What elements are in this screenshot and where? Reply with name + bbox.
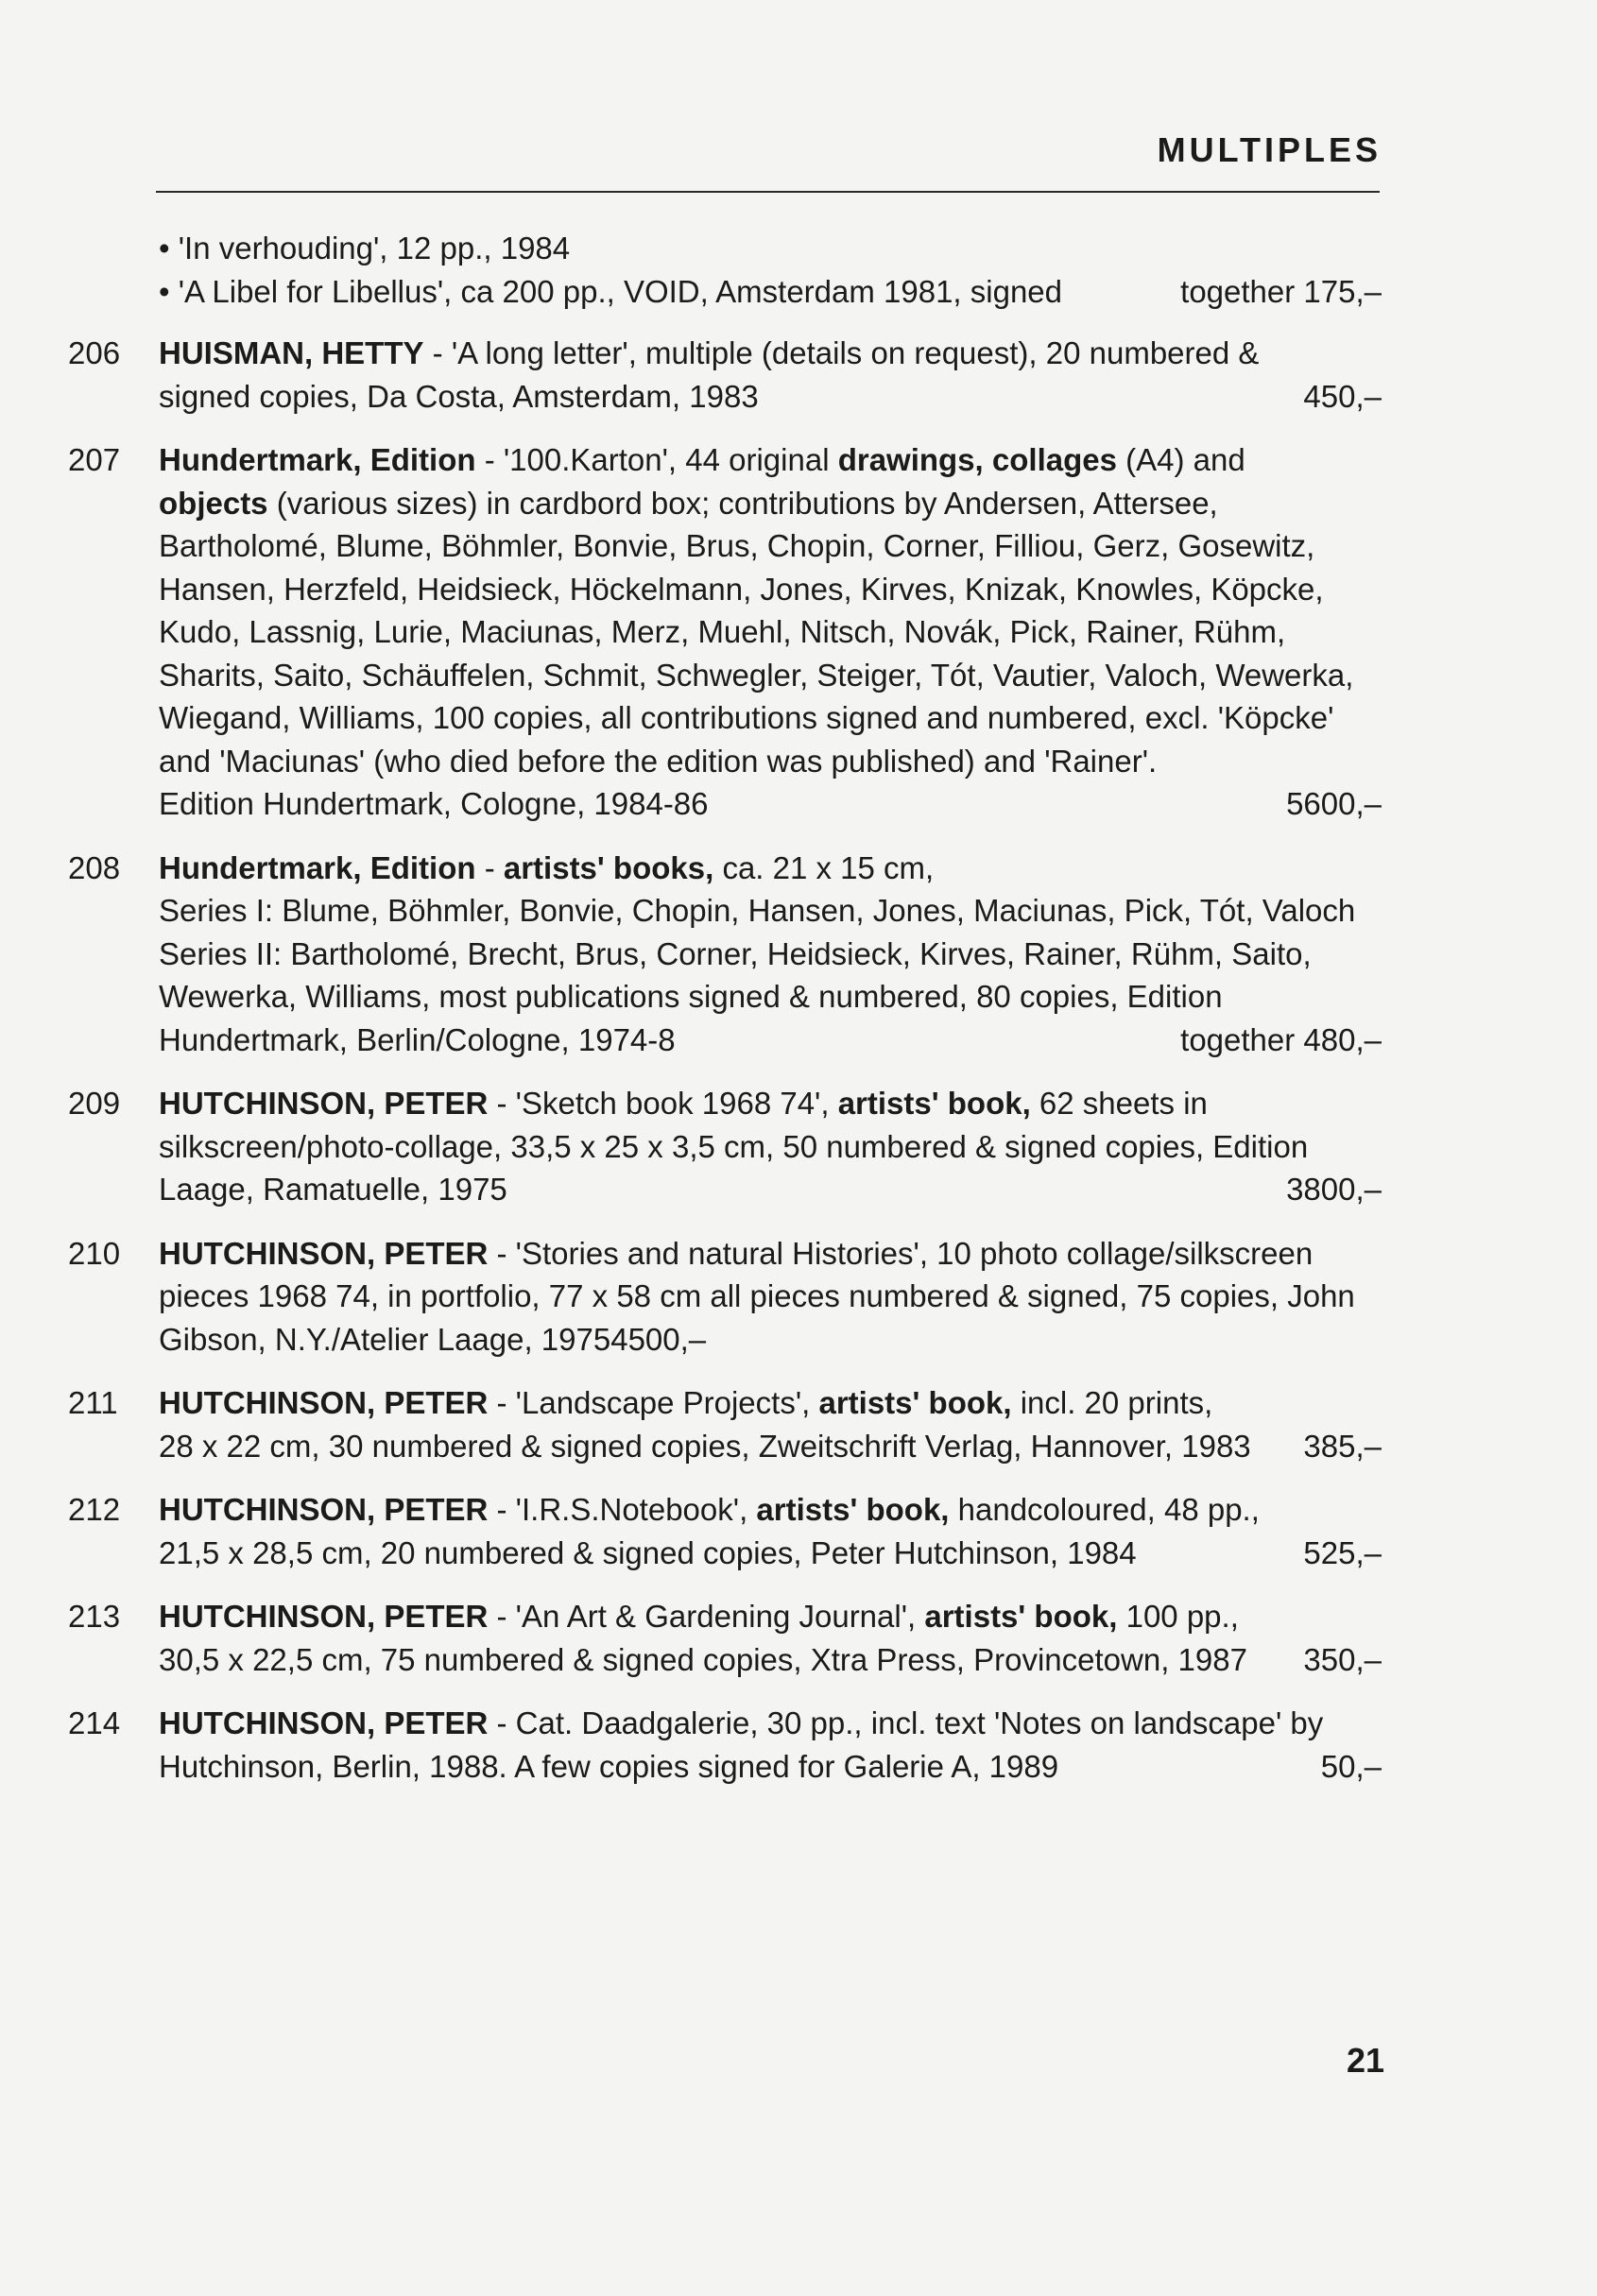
- catalogue-entry: [68, 847, 1382, 1062]
- entry-number: 213: [68, 1599, 121, 1634]
- entry-line: [159, 482, 1382, 525]
- catalogue-entry: [68, 1381, 1382, 1467]
- catalogue-entry: [68, 1488, 1382, 1574]
- entry-artist: Hundertmark, Edition: [159, 849, 476, 885]
- entry-text: - 'I.R.S.Notebook',: [488, 1492, 757, 1527]
- entry-line: Wewerka, Williams, most publications signed & numbered, 80 copies, Edition: [159, 979, 1223, 1014]
- entry-text: signed copies, Da Costa, Amsterdam, 1983: [159, 378, 759, 414]
- entry-price: 5600,–: [1286, 786, 1382, 821]
- entry-text: 30,5 x 22,5 cm, 75 numbered & signed copies, Xtra Press, Provincetown, 1987: [159, 1641, 1247, 1677]
- entry-description: [159, 438, 1382, 826]
- entry-price-row: [159, 1638, 1382, 1682]
- entry-text: - 'A long letter', multiple (details on request), 20 numbered &: [423, 335, 1260, 370]
- entry-line: Gibson, N.Y./Atelier Laage, 19754500,–: [159, 1321, 707, 1357]
- entry-text: handcoloured, 48 pp.,: [949, 1492, 1260, 1527]
- entry-medium: artists' book,: [837, 1086, 1031, 1121]
- entry-medium: artists' book,: [924, 1599, 1118, 1634]
- entry-text: Laage, Ramatuelle, 1975: [159, 1172, 507, 1207]
- entry-number: 210: [68, 1235, 121, 1271]
- entry-number: 214: [68, 1705, 121, 1740]
- catalogue-listing: [68, 227, 1382, 1808]
- entry-description: [159, 1381, 1382, 1467]
- page-number: 21: [1346, 2041, 1384, 2080]
- header-rule: [156, 191, 1380, 193]
- entry-line: [159, 1082, 1382, 1125]
- entry-description: [159, 1595, 1382, 1681]
- entry-price-row: [159, 375, 1382, 419]
- entry-price-row: [159, 1019, 1382, 1062]
- entry-line: Hansen, Herzfeld, Heidsieck, Höckelmann, Jones, Kirves, Knizak, Knowles, Köpcke,: [159, 571, 1324, 607]
- entry-artist: HUTCHINSON, PETER: [159, 1599, 489, 1634]
- continued-line: • 'In verhouding', 12 pp., 1984: [159, 231, 571, 266]
- entry-medium: artists' books,: [503, 849, 714, 885]
- entry-line: silkscreen/photo-collage, 33,5 x 25 x 3,5 cm, 50 numbered & signed copies, Edition: [159, 1128, 1309, 1164]
- entry-number: 207: [68, 442, 121, 477]
- entry-text: Hutchinson, Berlin, 1988. A few copies signed for Galerie A, 1989: [159, 1748, 1059, 1784]
- entry-price: 350,–: [1303, 1641, 1382, 1677]
- entry-price: 3800,–: [1286, 1172, 1382, 1207]
- entry-artist: HUTCHINSON, PETER: [159, 1086, 489, 1121]
- entry-artist: HUTCHINSON, PETER: [159, 1705, 489, 1740]
- section-header: MULTIPLES: [1157, 130, 1382, 169]
- continued-line: [159, 270, 1382, 314]
- entry-text: (A4) and: [1116, 442, 1245, 477]
- entry-text: ca. 21 x 15 cm,: [713, 849, 935, 885]
- catalogue-entry: [68, 1595, 1382, 1681]
- entry-line: Sharits, Saito, Schäuffelen, Schmit, Schwegler, Steiger, Tót, Vautier, Valoch, Wewerka,: [159, 657, 1354, 693]
- entry-price-row: [159, 1168, 1382, 1211]
- entry-price: together 175,–: [1180, 273, 1382, 309]
- entry-artist: HUTCHINSON, PETER: [159, 1235, 489, 1271]
- entry-line: [159, 1381, 1382, 1425]
- entry-medium: objects: [159, 485, 268, 521]
- entry-artist: HUISMAN, HETTY: [159, 335, 424, 370]
- entry-text: -: [475, 849, 504, 885]
- entry-number: 211: [68, 1385, 118, 1420]
- entry-price: 385,–: [1303, 1428, 1382, 1464]
- entry-text: - Cat. Daadgalerie, 30 pp., incl. text 'Notes on landscape' by: [488, 1705, 1324, 1740]
- entry-description: [159, 847, 1382, 1062]
- entry-line: Series I: Blume, Böhmler, Bonvie, Chopin, Hansen, Jones, Maciunas, Pick, Tót, Valoch: [159, 893, 1356, 928]
- entry-text: incl. 20 prints,: [1011, 1385, 1213, 1420]
- entry-line: [159, 1488, 1382, 1532]
- entry-artist: HUTCHINSON, PETER: [159, 1385, 489, 1420]
- catalogue-entry: [68, 438, 1382, 826]
- entry-line: Bartholomé, Blume, Böhmler, Bonvie, Brus, Chopin, Corner, Filliou, Gerz, Gosewitz,: [159, 528, 1315, 563]
- catalogue-entry: [68, 332, 1382, 418]
- entry-line: [159, 438, 1382, 482]
- entry-description: [159, 1702, 1382, 1788]
- entry-price-row: [159, 1745, 1382, 1789]
- entry-line: [159, 1232, 1382, 1276]
- entry-price-row: [159, 1532, 1382, 1575]
- continued-entry: [68, 227, 1382, 313]
- catalogue-entry: [68, 1232, 1382, 1362]
- continued-line-text: • 'A Libel for Libellus', ca 200 pp., VOID, Amsterdam 1981, signed: [159, 273, 1063, 309]
- entry-artist: Hundertmark, Edition: [159, 442, 476, 477]
- entry-line: Wiegand, Williams, 100 copies, all contributions signed and numbered, excl. 'Köpcke': [159, 700, 1334, 735]
- entry-text: - 'Landscape Projects',: [488, 1385, 819, 1420]
- entry-price: together 480,–: [1180, 1021, 1382, 1057]
- catalogue-entry: [68, 1082, 1382, 1211]
- entry-description: [159, 1232, 1382, 1362]
- entry-text: Edition Hundertmark, Cologne, 1984-86: [159, 786, 709, 821]
- entry-text: Hundertmark, Berlin/Cologne, 1974-8: [159, 1021, 676, 1057]
- entry-line: pieces 1968 74, in portfolio, 77 x 58 cm all pieces numbered & signed, 75 copies, John: [159, 1278, 1355, 1313]
- entry-medium: artists' book,: [756, 1492, 950, 1527]
- entry-text: 62 sheets in: [1030, 1086, 1208, 1121]
- catalogue-entry: [68, 1702, 1382, 1788]
- entry-line: [159, 332, 1382, 375]
- entry-price-row: [159, 782, 1382, 826]
- entry-line: Series II: Bartholomé, Brecht, Brus, Corner, Heidsieck, Kirves, Rainer, Rühm, Saito,: [159, 935, 1312, 971]
- entry-number: 206: [68, 335, 121, 370]
- entry-number: 209: [68, 1086, 121, 1121]
- entry-text: - '100.Karton', 44 original: [475, 442, 838, 477]
- entry-text: - 'Stories and natural Histories', 10 photo collage/silkscreen: [488, 1235, 1314, 1271]
- entry-line: Kudo, Lassnig, Lurie, Maciunas, Merz, Muehl, Nitsch, Novák, Pick, Rainer, Rühm,: [159, 614, 1286, 649]
- entry-line: and 'Maciunas' (who died before the edition was published) and 'Rainer'.: [159, 743, 1158, 779]
- entry-price: 525,–: [1303, 1534, 1382, 1570]
- entry-line: [159, 1702, 1382, 1745]
- entry-text: 21,5 x 28,5 cm, 20 numbered & signed copies, Peter Hutchinson, 1984: [159, 1534, 1137, 1570]
- entry-number: 208: [68, 849, 121, 885]
- entry-number: 212: [68, 1492, 121, 1527]
- entry-price-row: [159, 1425, 1382, 1468]
- entry-medium: artists' book,: [818, 1385, 1012, 1420]
- entry-description: [159, 332, 1382, 418]
- entry-text: - 'Sketch book 1968 74',: [488, 1086, 838, 1121]
- entry-medium: drawings, collages: [837, 442, 1117, 477]
- entry-description: [159, 1488, 1382, 1574]
- entry-price: 450,–: [1303, 378, 1382, 414]
- entry-line: [159, 847, 1382, 890]
- entry-text: 100 pp.,: [1117, 1599, 1239, 1634]
- entry-text: - 'An Art & Gardening Journal',: [488, 1599, 925, 1634]
- entry-text: (various sizes) in cardbord box; contributions by Andersen, Attersee,: [267, 485, 1218, 521]
- entry-text: 28 x 22 cm, 30 numbered & signed copies, Zweitschrift Verlag, Hannover, 1983: [159, 1428, 1251, 1464]
- entry-price: 50,–: [1320, 1748, 1382, 1784]
- entry-artist: HUTCHINSON, PETER: [159, 1492, 489, 1527]
- entry-description: [159, 1082, 1382, 1211]
- entry-line: [159, 1595, 1382, 1638]
